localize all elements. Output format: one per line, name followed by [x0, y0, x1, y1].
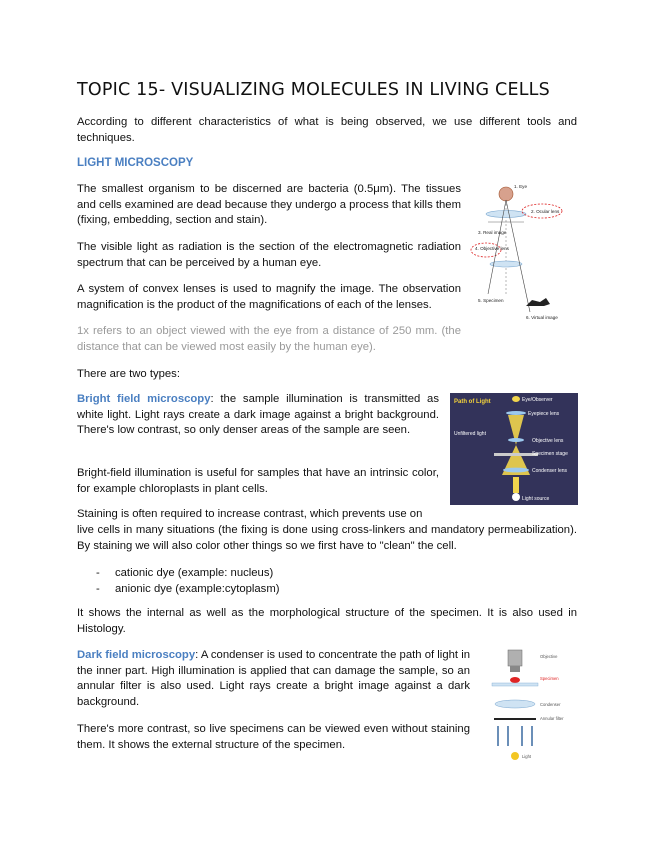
- fig3-label-light: Light: [522, 754, 532, 759]
- fig3-label-annular: Annular filter: [540, 716, 564, 721]
- paragraph-smallest-organism: The smallest organism to be discerned are bacteria (0.5μm). The tissues and cells examined are dead because they undergo a process that kills them (fixing, embedding, section and stain).: [77, 183, 461, 227]
- page-title: TOPIC 15- VISUALIZING MOLECULES IN LIVING CELLS: [77, 80, 550, 100]
- section-heading-light-microscopy: LIGHT MICROSCOPY: [77, 157, 194, 169]
- fig3-label-objective: Objective: [540, 654, 558, 659]
- fig1-label-ocular: 2. Ocular lens: [531, 209, 560, 214]
- objective-tip-shape: [510, 666, 520, 672]
- term-dark-field: Dark field microscopy: [77, 649, 196, 661]
- dark-field-text: : A condenser is used to concentrate the path of light in the inner part. High illumination is applied that can damage the sample, so an annular filter is also used. Light rays create a bright image against a dark background.: [77, 649, 470, 708]
- paragraph-staining-line1: Staining is often required to increase contrast, which prevents use on: [77, 508, 423, 520]
- bright-field-text: : the sample illumination is transmitted as white light. Light rays create a dark image against a bright background. There's low contrast, so only denser areas of the sample are seen.: [77, 393, 439, 437]
- list-item: - anionic dye (example:cytoplasm): [96, 583, 280, 595]
- fig3-label-condenser: Condenser: [540, 702, 561, 707]
- term-bright-field: Bright field microscopy: [77, 393, 211, 405]
- paragraph-staining-rest: live cells in many situations (the fixing is done using cross-linkers and mandatory permeabilization). By staining we will also color other things so we first have to "clean" the cell.: [77, 524, 577, 552]
- light-beam: [513, 477, 519, 493]
- intro-paragraph: According to different characteristics of what is being observed, we use different tools and techniques.: [77, 116, 577, 144]
- eye-icon: [499, 187, 513, 201]
- eyepiece-lens-shape: [506, 411, 526, 415]
- fig1-label-real-image: 3. Real image: [478, 230, 507, 235]
- objective-lens-shape: [490, 261, 522, 267]
- paragraph-visible-light: The visible light as radiation is the section of the electromagnetic radiation spectrum that can be perceived by a human eye.: [77, 241, 461, 269]
- observer-eye-icon: [512, 396, 520, 402]
- ray-diagram-figure: [470, 178, 570, 322]
- fig2-label-condenser: Condenser lens: [532, 468, 568, 474]
- list-item: - cationic dye (example: nucleus): [96, 567, 274, 579]
- paragraph-1x-definition: 1x refers to an object viewed with the eye from a distance of 250 mm. (the distance that can be viewed most easily by the human eye).: [77, 325, 461, 353]
- fig2-label-eyepiece: Eyepiece lens: [528, 411, 560, 417]
- objective-body-shape: [508, 650, 522, 666]
- fig2-label-light-source: Light source: [522, 496, 550, 502]
- condenser-lens-shape: [503, 468, 529, 473]
- fig1-label-eye: 1. Eye: [514, 184, 528, 189]
- fig2-path-label: Path of Light: [454, 399, 491, 405]
- paragraph-bright-field-color: Bright-field illumination is useful for samples that have an intrinsic color, for example chloroplasts in plant cells.: [77, 467, 439, 495]
- paragraph-bright-field: [77, 392, 439, 439]
- light-source-icon: [512, 493, 520, 501]
- slide-shape: [492, 683, 538, 686]
- fig2-label-objective: Objective lens: [532, 438, 564, 444]
- specimen-glow-shape: [510, 677, 520, 683]
- fig1-label-objective: 4. Objective lens: [475, 246, 509, 251]
- fig2-label-stage: Specimen stage: [532, 451, 568, 457]
- ocular-lens-shape: [486, 211, 526, 218]
- fig1-label-virtual-image: 6. Virtual image: [526, 315, 558, 320]
- fig1-label-specimen: 5. Specimen: [478, 298, 504, 303]
- fig2-label-unfiltered: Unfiltered light: [454, 431, 486, 437]
- bright-field-figure: [450, 393, 578, 505]
- dark-field-figure: [484, 646, 580, 764]
- paragraph-dark-field: [77, 648, 470, 710]
- annular-filter-shape: [494, 718, 536, 720]
- paragraph-dark-field-contrast: There's more contrast, so live specimens can be viewed even without staining them. It shows the external structure of the specimen.: [77, 723, 470, 751]
- paragraph-convex-lenses: A system of convex lenses is used to magnify the image. The observation magnification is the product of the magnifications of each of the lenses.: [77, 283, 461, 311]
- fig3-label-specimen: Specimen: [540, 676, 559, 681]
- condenser-shape: [495, 700, 535, 708]
- paragraph-internal-structure: It shows the internal as well as the morphological structure of the specimen. It is also used in Histology.: [77, 607, 577, 635]
- fig2-label-eye: Eye/Observer: [522, 397, 553, 403]
- objective-lens-shape: [508, 438, 524, 442]
- light-bulb-icon: [511, 752, 519, 760]
- ant-icon: [526, 298, 550, 306]
- paragraph-two-types: There are two types:: [77, 368, 180, 380]
